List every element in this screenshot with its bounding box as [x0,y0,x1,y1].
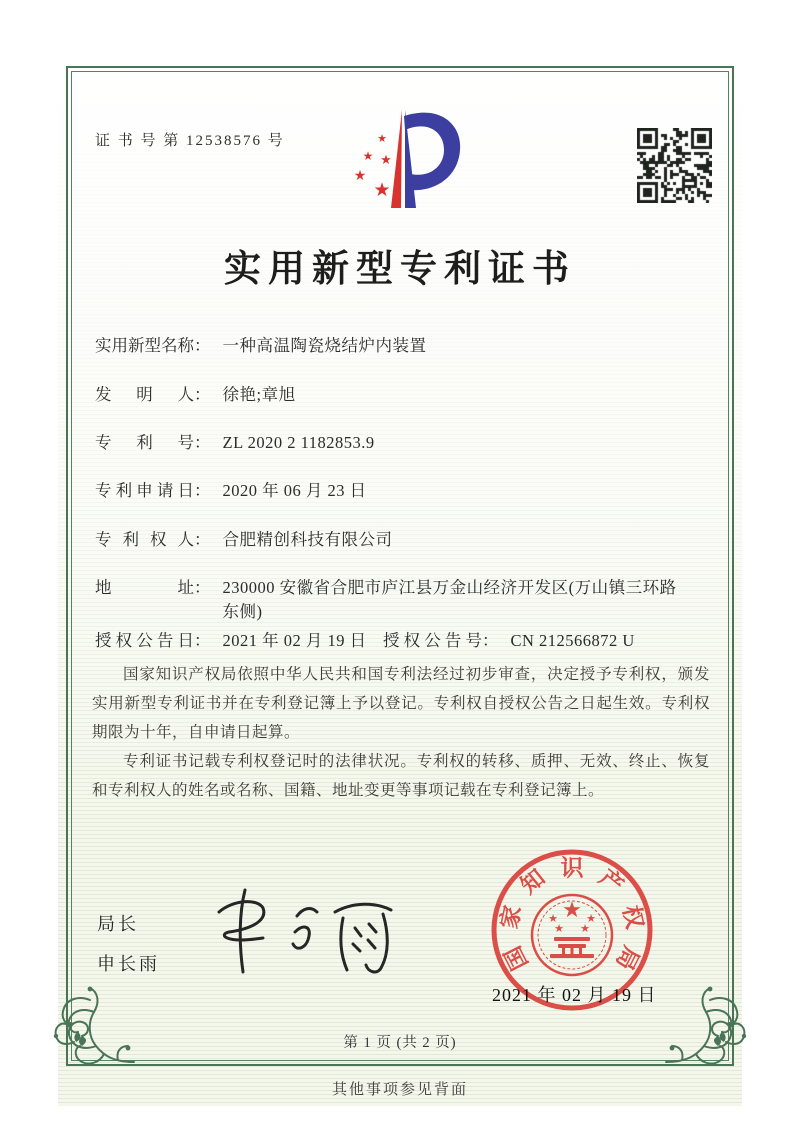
field-row-patentee [95,528,707,552]
svg-text:★: ★ [380,153,392,168]
field-label: 授权公告日 [95,631,194,650]
svg-text:★: ★ [353,168,367,184]
certificate-number: 证 书 号 第 12538576 号 [95,133,285,149]
field-row-patent-no [95,431,707,455]
national-emblem-icon [532,895,612,975]
colon: ： [194,481,211,500]
qr-code [637,128,712,203]
flourish-corner-left-icon [44,986,140,1072]
colon: ： [194,433,211,452]
field-pair-grant-number [383,629,707,653]
svg-text:★: ★ [373,179,391,201]
field-value: 徐艳;章旭 [222,385,296,404]
cnipa-logo-icon [338,104,484,228]
field-row-filing-date [95,479,707,503]
page-number: 第 1 页 (共 2 页) [343,1035,457,1051]
legal-text [92,660,710,805]
field-row-name [95,334,707,358]
legal-paragraph-2: 专利证书记载专利权登记时的法律状况。专利权的转移、质押、无效、终止、恢复和专利权人的姓名或名称、国籍、地址变更等事项记载在专利登记簿上。 [92,753,710,799]
field-row-grant [95,629,707,653]
svg-text:★: ★ [562,898,582,923]
handwritten-signature-icon [205,882,405,982]
field-label: 实用新型名称 [95,336,194,355]
field-label: 专利申请日 [95,481,194,500]
svg-text:★: ★ [377,132,387,145]
certificate-title: 实用新型专利证书 [224,249,576,290]
svg-text:★: ★ [580,922,590,935]
colon: ： [194,385,211,404]
colon: ： [194,631,211,650]
svg-text:★: ★ [554,922,564,935]
colon: ： [194,578,211,597]
svg-text:产: 产 [594,864,628,899]
svg-text:识: 识 [560,855,584,881]
field-value: 2021 年 02 月 19 日 [222,631,367,650]
colon: ： [194,530,211,549]
field-value: 合肥精创科技有限公司 [222,530,393,549]
field-row-address [95,576,707,624]
colon: ： [194,336,211,355]
flourish-corner-right-icon [660,986,756,1072]
svg-text:局: 局 [611,942,644,974]
signer-title: 局长 [97,914,139,934]
field-row-inventor [95,383,707,407]
field-value: 一种高温陶瓷烧结炉内装置 [222,336,427,355]
back-side-note: 其他事项参见背面 [331,1082,468,1098]
svg-text:知: 知 [516,864,550,899]
legal-paragraph-1: 国家知识产权局依照中华人民共和国专利法经过初步审查，决定授予专利权，颁发实用新型专利证书并在专利登记簿上予以登记。专利权自授权公告之日起生效。专利权期限为十年，自申请日起算。 [92,666,710,741]
seal-date: 2021 年 02 月 19 日 [492,985,657,1005]
signer-name: 申长雨 [97,954,160,974]
field-label: 授权公告号 [383,631,482,650]
svg-text:★: ★ [362,149,374,163]
svg-text:★: ★ [586,912,596,925]
field-value: 230000 安徽省合肥市庐江县万金山经济开发区(万山镇三环路东侧) [222,578,677,621]
svg-text:家: 家 [496,903,526,931]
colon: ： [482,631,499,650]
svg-text:★: ★ [548,912,558,925]
svg-text:国: 国 [500,942,533,974]
field-value: CN 212566872 U [510,631,635,650]
svg-text:权: 权 [618,903,648,931]
field-label: 专利权人 [95,530,194,549]
signer-block [97,910,160,990]
field-label: 发明人 [95,385,194,404]
field-value: ZL 2020 2 1182853.9 [222,433,375,452]
field-value: 2020 年 06 月 23 日 [222,481,367,500]
field-label: 专利号 [95,433,194,452]
field-label: 地址 [95,578,194,597]
